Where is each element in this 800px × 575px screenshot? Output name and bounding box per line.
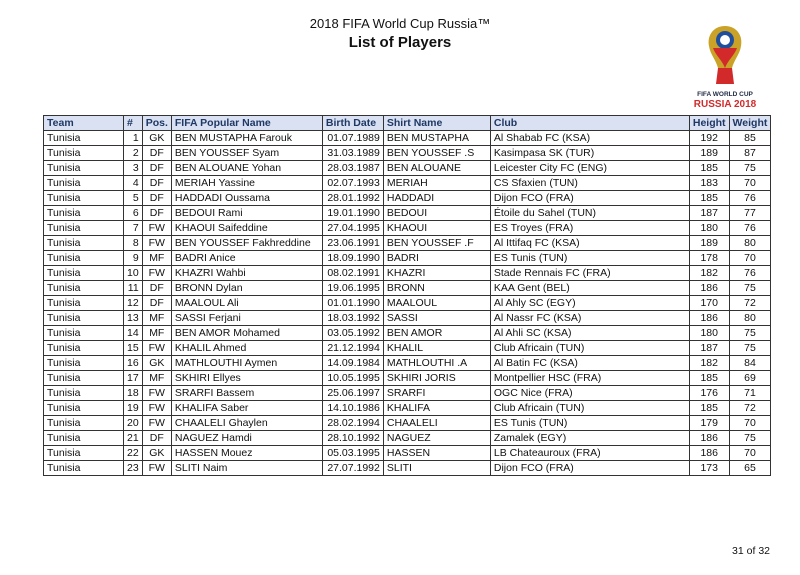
- club-cell: Al Ahli SC (KSA): [490, 326, 689, 341]
- number-cell: 7: [124, 221, 143, 236]
- trophy-emblem-icon: [680, 22, 770, 112]
- team-cell: Tunisia: [44, 191, 124, 206]
- popular-name-cell: BEN YOUSSEF Fakhreddine: [171, 236, 322, 251]
- popular-name-cell: KHAZRI Wahbi: [171, 266, 322, 281]
- height-cell: 170: [689, 296, 729, 311]
- shirt-name-cell: SKHIRI JORIS: [383, 371, 490, 386]
- table-row: [44, 326, 771, 341]
- table-row: [44, 281, 771, 296]
- birth-date-cell: 28.10.1992: [322, 431, 383, 446]
- table-row: [44, 341, 771, 356]
- popular-name-cell: KHALIFA Saber: [171, 401, 322, 416]
- page-number: 31 of 32: [732, 545, 770, 557]
- position-cell: DF: [142, 296, 171, 311]
- popular-name-cell: BEN YOUSSEF Syam: [171, 146, 322, 161]
- club-cell: Kasimpasa SK (TUR): [490, 146, 689, 161]
- weight-cell: 70: [729, 251, 771, 266]
- club-cell: Al Batin FC (KSA): [490, 356, 689, 371]
- table-row: [44, 236, 771, 251]
- weight-cell: 75: [729, 281, 771, 296]
- birth-date-cell: 05.03.1995: [322, 446, 383, 461]
- shirt-name-cell: HASSEN: [383, 446, 490, 461]
- number-cell: 21: [124, 431, 143, 446]
- team-cell: Tunisia: [44, 311, 124, 326]
- number-cell: 2: [124, 146, 143, 161]
- popular-name-cell: SKHIRI Ellyes: [171, 371, 322, 386]
- players-table-body: [44, 131, 771, 476]
- shirt-name-cell: BEN ALOUANE: [383, 161, 490, 176]
- club-cell: Leicester City FC (ENG): [490, 161, 689, 176]
- position-cell: FW: [142, 266, 171, 281]
- club-cell: LB Chateauroux (FRA): [490, 446, 689, 461]
- table-row: [44, 296, 771, 311]
- table-row: [44, 386, 771, 401]
- birth-date-cell: 14.10.1986: [322, 401, 383, 416]
- number-cell: 19: [124, 401, 143, 416]
- popular-name-cell: NAGUEZ Hamdi: [171, 431, 322, 446]
- column-header-number: #: [124, 116, 143, 131]
- club-cell: Zamalek (EGY): [490, 431, 689, 446]
- weight-cell: 84: [729, 356, 771, 371]
- club-cell: ES Tunis (TUN): [490, 416, 689, 431]
- height-cell: 189: [689, 146, 729, 161]
- weight-cell: 75: [729, 326, 771, 341]
- height-cell: 180: [689, 221, 729, 236]
- column-header-shirt-name: Shirt Name: [383, 116, 490, 131]
- height-cell: 183: [689, 176, 729, 191]
- height-cell: 186: [689, 311, 729, 326]
- team-cell: Tunisia: [44, 131, 124, 146]
- table-row: [44, 206, 771, 221]
- club-cell: Étoile du Sahel (TUN): [490, 206, 689, 221]
- team-cell: Tunisia: [44, 416, 124, 431]
- height-cell: 185: [689, 191, 729, 206]
- popular-name-cell: SRARFI Bassem: [171, 386, 322, 401]
- position-cell: FW: [142, 416, 171, 431]
- popular-name-cell: KHALIL Ahmed: [171, 341, 322, 356]
- height-cell: 178: [689, 251, 729, 266]
- number-cell: 4: [124, 176, 143, 191]
- birth-date-cell: 14.09.1984: [322, 356, 383, 371]
- number-cell: 13: [124, 311, 143, 326]
- club-cell: Al Ittifaq FC (KSA): [490, 236, 689, 251]
- club-cell: Club Africain (TUN): [490, 401, 689, 416]
- position-cell: DF: [142, 146, 171, 161]
- height-cell: 187: [689, 206, 729, 221]
- club-cell: Montpellier HSC (FRA): [490, 371, 689, 386]
- height-cell: 182: [689, 356, 729, 371]
- shirt-name-cell: SLITI: [383, 461, 490, 476]
- column-header-height: Height: [689, 116, 729, 131]
- popular-name-cell: KHAOUI Saifeddine: [171, 221, 322, 236]
- number-cell: 16: [124, 356, 143, 371]
- position-cell: FW: [142, 461, 171, 476]
- shirt-name-cell: MATHLOUTHI .A: [383, 356, 490, 371]
- height-cell: 186: [689, 446, 729, 461]
- position-cell: FW: [142, 236, 171, 251]
- height-cell: 186: [689, 281, 729, 296]
- height-cell: 187: [689, 341, 729, 356]
- team-cell: Tunisia: [44, 446, 124, 461]
- table-row: [44, 461, 771, 476]
- position-cell: FW: [142, 386, 171, 401]
- table-row: [44, 371, 771, 386]
- weight-cell: 76: [729, 266, 771, 281]
- shirt-name-cell: KHAZRI: [383, 266, 490, 281]
- weight-cell: 70: [729, 176, 771, 191]
- weight-cell: 69: [729, 371, 771, 386]
- position-cell: MF: [142, 326, 171, 341]
- club-cell: ES Troyes (FRA): [490, 221, 689, 236]
- club-cell: Al Nassr FC (KSA): [490, 311, 689, 326]
- popular-name-cell: MATHLOUTHI Aymen: [171, 356, 322, 371]
- position-cell: DF: [142, 161, 171, 176]
- birth-date-cell: 01.01.1990: [322, 296, 383, 311]
- document-subtitle: 2018 FIFA World Cup Russia™: [309, 16, 491, 31]
- weight-cell: 70: [729, 416, 771, 431]
- table-header-row: [44, 116, 771, 131]
- position-cell: GK: [142, 446, 171, 461]
- number-cell: 5: [124, 191, 143, 206]
- team-cell: Tunisia: [44, 296, 124, 311]
- number-cell: 20: [124, 416, 143, 431]
- club-cell: OGC Nice (FRA): [490, 386, 689, 401]
- position-cell: GK: [142, 356, 171, 371]
- team-cell: Tunisia: [44, 146, 124, 161]
- team-cell: Tunisia: [44, 176, 124, 191]
- birth-date-cell: 27.04.1995: [322, 221, 383, 236]
- column-header-position: Pos.: [142, 116, 171, 131]
- column-header-birth-date: Birth Date: [322, 116, 383, 131]
- birth-date-cell: 03.05.1992: [322, 326, 383, 341]
- number-cell: 17: [124, 371, 143, 386]
- birth-date-cell: 27.07.1992: [322, 461, 383, 476]
- club-cell: Al Ahly SC (EGY): [490, 296, 689, 311]
- popular-name-cell: SLITI Naim: [171, 461, 322, 476]
- team-cell: Tunisia: [44, 401, 124, 416]
- team-cell: Tunisia: [44, 281, 124, 296]
- number-cell: 10: [124, 266, 143, 281]
- club-cell: ES Tunis (TUN): [490, 251, 689, 266]
- weight-cell: 85: [729, 131, 771, 146]
- team-cell: Tunisia: [44, 431, 124, 446]
- players-table: [43, 115, 771, 476]
- popular-name-cell: BEN ALOUANE Yohan: [171, 161, 322, 176]
- shirt-name-cell: BEDOUI: [383, 206, 490, 221]
- team-cell: Tunisia: [44, 206, 124, 221]
- club-cell: Dijon FCO (FRA): [490, 191, 689, 206]
- position-cell: FW: [142, 401, 171, 416]
- height-cell: 180: [689, 326, 729, 341]
- shirt-name-cell: SASSI: [383, 311, 490, 326]
- birth-date-cell: 28.01.1992: [322, 191, 383, 206]
- position-cell: GK: [142, 131, 171, 146]
- height-cell: 173: [689, 461, 729, 476]
- shirt-name-cell: BADRI: [383, 251, 490, 266]
- shirt-name-cell: BEN MUSTAPHA: [383, 131, 490, 146]
- number-cell: 1: [124, 131, 143, 146]
- weight-cell: 87: [729, 146, 771, 161]
- weight-cell: 76: [729, 221, 771, 236]
- height-cell: 176: [689, 386, 729, 401]
- shirt-name-cell: KHALIFA: [383, 401, 490, 416]
- team-cell: Tunisia: [44, 161, 124, 176]
- table-row: [44, 161, 771, 176]
- club-cell: Dijon FCO (FRA): [490, 461, 689, 476]
- height-cell: 185: [689, 401, 729, 416]
- weight-cell: 70: [729, 446, 771, 461]
- weight-cell: 65: [729, 461, 771, 476]
- team-cell: Tunisia: [44, 266, 124, 281]
- height-cell: 182: [689, 266, 729, 281]
- height-cell: 189: [689, 236, 729, 251]
- team-cell: Tunisia: [44, 356, 124, 371]
- table-row: [44, 311, 771, 326]
- table-row: [44, 356, 771, 371]
- shirt-name-cell: NAGUEZ: [383, 431, 490, 446]
- table-row: [44, 191, 771, 206]
- table-row: [44, 176, 771, 191]
- club-cell: KAA Gent (BEL): [490, 281, 689, 296]
- number-cell: 22: [124, 446, 143, 461]
- logo-text-line1: FIFA WORLD CUP: [697, 91, 753, 98]
- fifa-world-cup-logo: [680, 22, 770, 112]
- popular-name-cell: MERIAH Yassine: [171, 176, 322, 191]
- weight-cell: 75: [729, 161, 771, 176]
- position-cell: FW: [142, 341, 171, 356]
- weight-cell: 75: [729, 431, 771, 446]
- popular-name-cell: SASSI Ferjani: [171, 311, 322, 326]
- birth-date-cell: 25.06.1997: [322, 386, 383, 401]
- weight-cell: 76: [729, 191, 771, 206]
- team-cell: Tunisia: [44, 236, 124, 251]
- popular-name-cell: BEN AMOR Mohamed: [171, 326, 322, 341]
- team-cell: Tunisia: [44, 326, 124, 341]
- height-cell: 179: [689, 416, 729, 431]
- height-cell: 192: [689, 131, 729, 146]
- birth-date-cell: 01.07.1989: [322, 131, 383, 146]
- weight-cell: 72: [729, 296, 771, 311]
- number-cell: 8: [124, 236, 143, 251]
- birth-date-cell: 08.02.1991: [322, 266, 383, 281]
- shirt-name-cell: BRONN: [383, 281, 490, 296]
- number-cell: 12: [124, 296, 143, 311]
- popular-name-cell: BEN MUSTAPHA Farouk: [171, 131, 322, 146]
- table-row: [44, 401, 771, 416]
- team-cell: Tunisia: [44, 221, 124, 236]
- shirt-name-cell: HADDADI: [383, 191, 490, 206]
- height-cell: 185: [689, 371, 729, 386]
- shirt-name-cell: BEN YOUSSEF .F: [383, 236, 490, 251]
- team-cell: Tunisia: [44, 251, 124, 266]
- table-row: [44, 131, 771, 146]
- table-row: [44, 221, 771, 236]
- shirt-name-cell: KHALIL: [383, 341, 490, 356]
- table-row: [44, 431, 771, 446]
- table-row: [44, 146, 771, 161]
- popular-name-cell: CHAALELI Ghaylen: [171, 416, 322, 431]
- birth-date-cell: 19.01.1990: [322, 206, 383, 221]
- weight-cell: 80: [729, 236, 771, 251]
- number-cell: 11: [124, 281, 143, 296]
- weight-cell: 80: [729, 311, 771, 326]
- team-cell: Tunisia: [44, 386, 124, 401]
- number-cell: 15: [124, 341, 143, 356]
- birth-date-cell: 18.09.1990: [322, 251, 383, 266]
- birth-date-cell: 23.06.1991: [322, 236, 383, 251]
- number-cell: 14: [124, 326, 143, 341]
- number-cell: 9: [124, 251, 143, 266]
- position-cell: DF: [142, 281, 171, 296]
- popular-name-cell: MAALOUL Ali: [171, 296, 322, 311]
- birth-date-cell: 19.06.1995: [322, 281, 383, 296]
- position-cell: MF: [142, 371, 171, 386]
- club-cell: Club Africain (TUN): [490, 341, 689, 356]
- popular-name-cell: BEDOUI Rami: [171, 206, 322, 221]
- document-title: List of Players: [348, 34, 452, 51]
- column-header-club: Club: [490, 116, 689, 131]
- weight-cell: 77: [729, 206, 771, 221]
- popular-name-cell: BRONN Dylan: [171, 281, 322, 296]
- team-cell: Tunisia: [44, 371, 124, 386]
- table-row: [44, 266, 771, 281]
- column-header-team: Team: [44, 116, 124, 131]
- shirt-name-cell: SRARFI: [383, 386, 490, 401]
- height-cell: 185: [689, 161, 729, 176]
- popular-name-cell: BADRI Anice: [171, 251, 322, 266]
- birth-date-cell: 31.03.1989: [322, 146, 383, 161]
- birth-date-cell: 18.03.1992: [322, 311, 383, 326]
- logo-text-line2: RUSSIA 2018: [693, 99, 757, 110]
- column-header-weight: Weight: [729, 116, 771, 131]
- position-cell: DF: [142, 176, 171, 191]
- table-row: [44, 446, 771, 461]
- team-cell: Tunisia: [44, 341, 124, 356]
- table-row: [44, 251, 771, 266]
- birth-date-cell: 02.07.1993: [322, 176, 383, 191]
- team-cell: Tunisia: [44, 461, 124, 476]
- column-header-popular-name: FIFA Popular Name: [171, 116, 322, 131]
- position-cell: MF: [142, 311, 171, 326]
- birth-date-cell: 28.02.1994: [322, 416, 383, 431]
- club-cell: Stade Rennais FC (FRA): [490, 266, 689, 281]
- position-cell: DF: [142, 191, 171, 206]
- number-cell: 3: [124, 161, 143, 176]
- weight-cell: 71: [729, 386, 771, 401]
- position-cell: DF: [142, 206, 171, 221]
- shirt-name-cell: BEN AMOR: [383, 326, 490, 341]
- number-cell: 18: [124, 386, 143, 401]
- position-cell: FW: [142, 221, 171, 236]
- height-cell: 186: [689, 431, 729, 446]
- shirt-name-cell: MAALOUL: [383, 296, 490, 311]
- number-cell: 23: [124, 461, 143, 476]
- club-cell: CS Sfaxien (TUN): [490, 176, 689, 191]
- club-cell: Al Shabab FC (KSA): [490, 131, 689, 146]
- shirt-name-cell: CHAALELI: [383, 416, 490, 431]
- position-cell: DF: [142, 431, 171, 446]
- shirt-name-cell: MERIAH: [383, 176, 490, 191]
- number-cell: 6: [124, 206, 143, 221]
- weight-cell: 75: [729, 341, 771, 356]
- popular-name-cell: HASSEN Mouez: [171, 446, 322, 461]
- birth-date-cell: 28.03.1987: [322, 161, 383, 176]
- shirt-name-cell: KHAOUI: [383, 221, 490, 236]
- shirt-name-cell: BEN YOUSSEF .S: [383, 146, 490, 161]
- popular-name-cell: HADDADI Oussama: [171, 191, 322, 206]
- birth-date-cell: 10.05.1995: [322, 371, 383, 386]
- table-row: [44, 416, 771, 431]
- weight-cell: 72: [729, 401, 771, 416]
- position-cell: MF: [142, 251, 171, 266]
- birth-date-cell: 21.12.1994: [322, 341, 383, 356]
